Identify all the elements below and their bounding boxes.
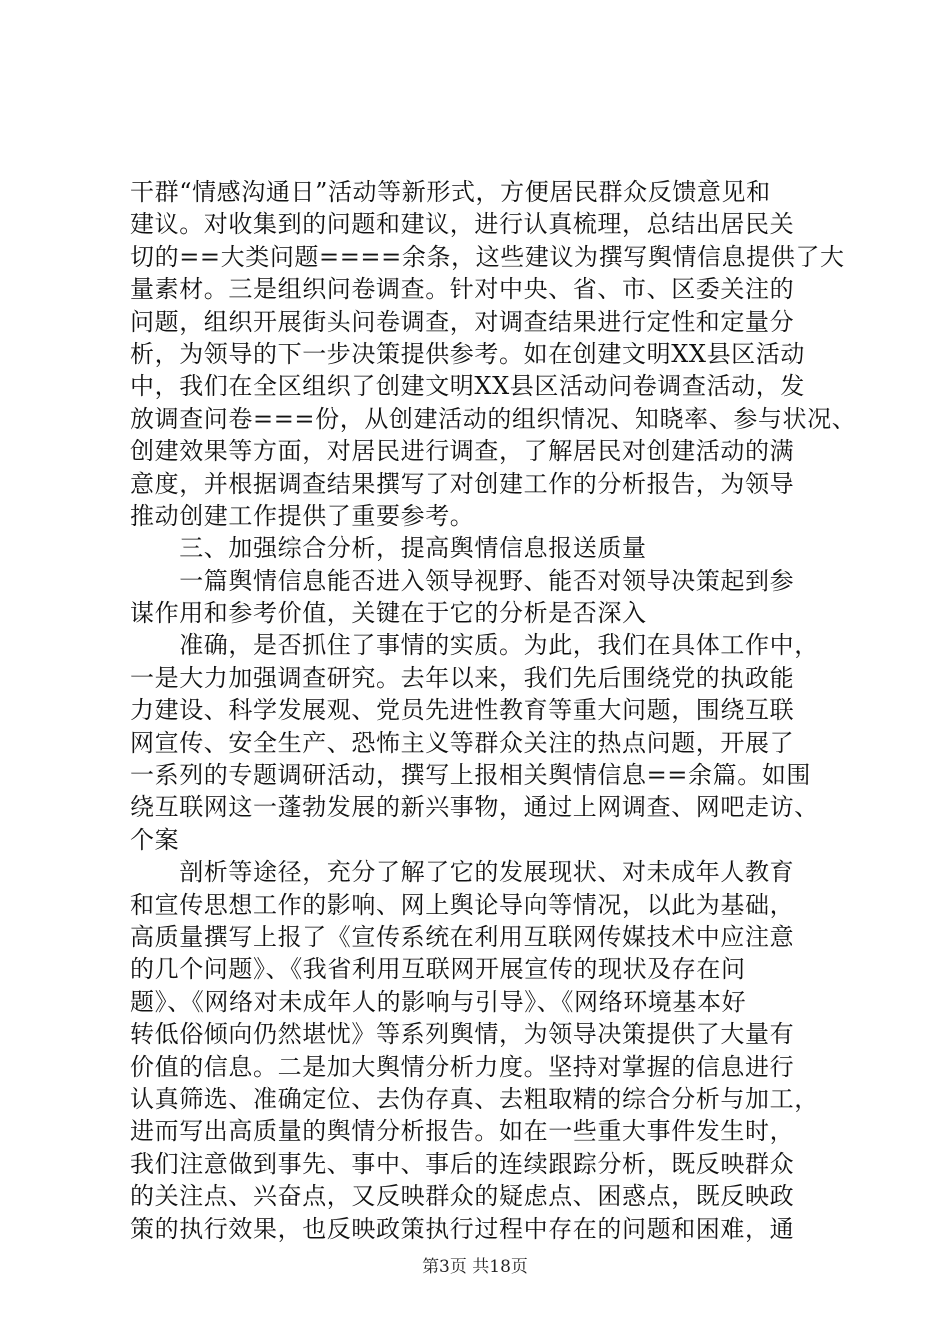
text-line: 力建设、科学发展观、党员先进性教育等重大问题，围绕互联 [130, 696, 795, 725]
text-line: 创建效果等方面，对居民进行调查，了解居民对创建活动的满 [130, 437, 795, 466]
text-line: 意度，并根据调查结果撰写了对创建工作的分析报告，为领导 [130, 469, 795, 498]
section-heading: 三、加强综合分析，提高舆情信息报送质量 [130, 534, 647, 563]
text-line: 切的==大类问题====余条，这些建议为撰写舆情信息提供了大 [130, 242, 845, 271]
text-line: 转低俗倾向仍然堪忧》等系列舆情，为领导决策提供了大量有 [130, 1020, 795, 1049]
text-line: 放调查问卷===份，从创建活动的组织情况、知晓率、参与状况、 [130, 404, 857, 433]
text-line: 题》、《网络对未成年人的影响与引导》、《网络环境基本好 [130, 987, 747, 1016]
text-line: 谋作用和参考价值，关键在于它的分析是否深入 [130, 599, 647, 628]
text-line: 个案 [130, 825, 180, 854]
text-line: 进而写出高质量的舆情分析报告。如在一些重大事件发生时， [130, 1117, 795, 1146]
text-line: 推动创建工作提供了重要参考。 [130, 501, 475, 530]
text-line: 一篇舆情信息能否进入领导视野、能否对领导决策起到参 [130, 566, 795, 595]
text-line: 量素材。三是组织问卷调查。针对中央、省、市、区委关注的 [130, 275, 795, 304]
body-text [130, 176, 857, 1245]
text-line: 准确，是否抓住了事情的实质。为此，我们在具体工作中， [130, 631, 819, 660]
text-line: 认真筛选、准确定位、去伪存真、去粗取精的综合分析与加工， [130, 1084, 819, 1113]
text-line: 价值的信息。二是加大舆情分析力度。坚持对掌握的信息进行 [130, 1052, 795, 1081]
text-line: 问题，组织开展街头问卷调查，对调查结果进行定性和定量分 [130, 307, 795, 336]
text-line: 建议。对收集到的问题和建议，进行认真梳理，总结出居民关 [130, 210, 795, 239]
text-line: 干群“情感沟通日”活动等新形式，方便居民群众反馈意见和 [130, 178, 771, 206]
text-line: 的几个问题》、《我省利用互联网开展宣传的现状及存在问 [130, 955, 746, 984]
page-number: 第3页 共18页 [422, 1257, 528, 1277]
text-line: 和宣传思想工作的影响、网上舆论导向等情况，以此为基础， [130, 890, 795, 919]
text-line: 中，我们在全区组织了创建文明XX县区活动问卷调查活动，发 [130, 372, 805, 401]
text-line: 绕互联网这一蓬勃发展的新兴事物，通过上网调查、网吧走访、 [130, 793, 819, 822]
text-line: 析，为领导的下一步决策提供参考。如在创建文明XX县区活动 [130, 339, 805, 368]
text-line: 网宣传、安全生产、恐怖主义等群众关注的热点问题，开展了 [130, 728, 795, 757]
text-line: 一系列的专题调研活动，撰写上报相关舆情信息==余篇。如围 [130, 761, 812, 790]
text-line: 我们注意做到事先、事中、事后的连续跟踪分析，既反映群众 [130, 1149, 795, 1178]
page-footer [0, 1256, 950, 1278]
text-line: 的关注点、兴奋点，又反映群众的疑虑点、困惑点，既反映政 [130, 1182, 795, 1211]
text-line: 一是大力加强调查研究。去年以来，我们先后围绕党的执政能 [130, 663, 795, 692]
text-line: 剖析等途径，充分了解了它的发展现状、对未成年人教育 [130, 858, 795, 887]
text-line: 高质量撰写上报了《宣传系统在利用互联网传媒技术中应注意 [130, 922, 795, 951]
text-line: 策的执行效果，也反映政策执行过程中存在的问题和困难，通 [130, 1214, 795, 1243]
